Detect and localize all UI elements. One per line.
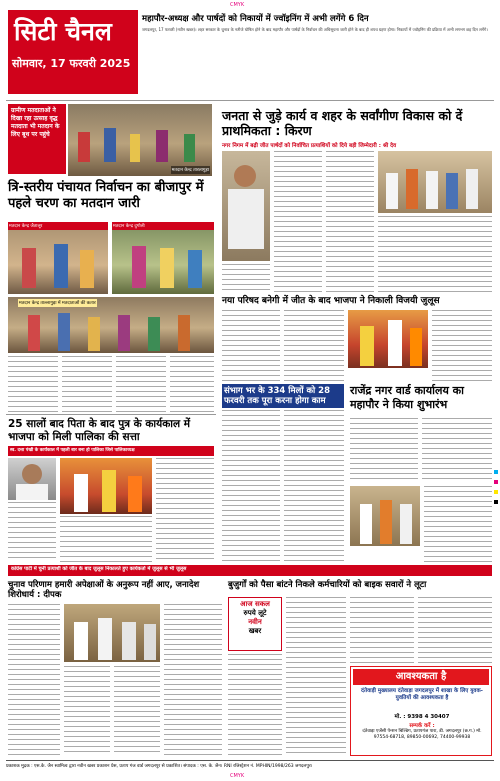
story8-headline: बुजुर्गों को पैसा बांटने निकले कर्मचारियों को बाइक सवारों ने लूटा [228, 580, 427, 590]
story3-col [432, 310, 492, 382]
story5-col [284, 410, 344, 562]
badge-line3: नवीन [248, 618, 262, 626]
story7-headline: चुनाव परिणाम हमारी अपेक्षाओं के अनुरूप नहीं आए, जनादेश शिरोधार्य : दीपक [8, 580, 200, 600]
sidebar-box-text: ग्रामीण मतदाताओं ने दिखा रहा उत्साह वृद्ध मतदाता भी मतदान के लिए बूथ पर पहुंचे [11, 107, 60, 138]
photo-caption: मतदान केन्द्र तारलागुड़ा [171, 168, 209, 173]
story4-col [60, 516, 152, 562]
story2-col [222, 264, 270, 293]
divider [6, 414, 216, 415]
story2-col [326, 151, 374, 293]
story2-subhead: नगर निगम में बढ़ी जीत पार्षदों को निर्वाचित प्रत्याशियों को दिये बड़ी जिम्मेदारी : श्री देव [222, 143, 397, 149]
badge-line2: रुपये लूटे [243, 609, 267, 617]
masthead [8, 10, 138, 94]
ad-contact: दंतेवाड़ा एजेंसी पेन्शन बिल्डिंग, प्रतापगंज पारा, डी. जगदलपुर (छ.ग.) मो. 97554-68718, 89850-00692, 74400-99938 [362, 729, 482, 740]
photo-group-meeting [378, 151, 492, 213]
story7-col [114, 666, 160, 756]
story4-col [8, 502, 56, 562]
story8-col [418, 597, 492, 663]
cmyk-mark-top: CMYK [230, 2, 245, 8]
photo-queue-wide [8, 297, 214, 353]
story2-col [378, 216, 492, 293]
story1-headline: त्रि-स्तरीय पंचायत निर्वाचन का बीजापुर में पहले चरण का मतदान जारी [8, 180, 204, 211]
story1-col [62, 356, 112, 412]
story5-col [222, 410, 280, 562]
photo-dugoli [112, 222, 214, 294]
story7-col [164, 604, 222, 756]
story4-subhead [8, 446, 214, 456]
story3-col [222, 310, 280, 382]
photo-voters-queue [68, 104, 212, 176]
photo-jaitalur [8, 222, 108, 294]
story3-col [284, 310, 344, 382]
photo-kiran-meeting [222, 151, 270, 261]
caption-bottom: मतदान केन्द्र ताल्लागुड़ा में मतदाताओं की कतार [19, 301, 96, 306]
story8-col [350, 597, 414, 663]
story8-col [228, 654, 282, 756]
story4-headline: 25 सालों बाद पिता के बाद पुत्र के कार्यकाल में भाजपा को मिली पालिका की सत्ता [8, 418, 191, 443]
ad-title: आवश्यकता है [353, 669, 489, 685]
top-body: जगदलपुर, 17 फरवरी (नवीन खबर)। शहर सरकार के चुनाव के नतीजे घोषित होने के बाद महापौर और पार्षदों के निर्वाचन की अधिसूचना जारी होने के बाद ही शपथ ग्रहण होगा। निकायों में ज्वॉइनिंग की प्रक्रिया में अभी लगभग छह दिन लगेंगे। [142, 27, 488, 32]
caption-left: मतदान केन्द्र जैतालूर [8, 222, 108, 230]
badge-line1: आज सकल [240, 600, 270, 608]
story2-col [274, 151, 322, 293]
register-mark [494, 500, 498, 504]
top-headline: महापौर-अध्यक्ष और पार्षदों को निकायों में ज्वॉइनिंग में अभी लगेंगे 6 दिन [142, 14, 369, 24]
recruitment-ad [350, 666, 492, 756]
photo-office-inauguration [350, 486, 420, 546]
photo-celebration [60, 458, 152, 514]
sidebar-box [8, 104, 66, 174]
ad-phone: मो. : 9398 4 30407 [394, 714, 450, 720]
caption-right: मतदान केन्द्र दुगोली [112, 222, 214, 230]
photo-victory-procession [348, 310, 428, 368]
ad-body: दंतेवाड़ी मुख्यालय दंतेवाड़ा जगदलपुर में शाखा के लिए युवक-युवतियों की आवश्यकता है [361, 688, 483, 701]
story1-col [116, 356, 166, 412]
strip-text: कांग्रेस पार्टी में चुनी प्रत्याशी को जीत के बाद जुलूस निकालते हुए कार्यकर्ता में जुलूस से भी जुलूस [11, 566, 187, 572]
story6-col [424, 486, 492, 562]
story3-headline: नया परिषद बनेगी में जीत के बाद भाजपा ने निकाली विजयी जुलूस [222, 296, 440, 306]
story1-col [170, 356, 214, 412]
photo-deepak-press [64, 604, 160, 662]
divider [6, 100, 494, 101]
masthead-title: सिटी चैनल [14, 17, 112, 46]
story2-headline: जनता से जुड़े कार्य व शहर के सर्वांगीण विकास को दें प्राथमिकता : किरण [222, 108, 463, 138]
story4-col [156, 458, 214, 562]
photo-portrait [8, 458, 56, 500]
story7-col [8, 604, 60, 756]
cmyk-mark-bottom: CMYK [230, 773, 245, 779]
story7-col [64, 666, 110, 756]
register-mark [494, 490, 498, 494]
badge-line4: खबर [248, 627, 262, 635]
story6-col [350, 418, 418, 482]
story8-col [286, 597, 346, 756]
robbery-badge [228, 597, 282, 651]
footer-text: प्रकाशक मुद्रक : एस.के. जैन स्वामित्व द्वारा नवीन खबर प्रकाशन प्रेस, प्रताप गंज वार्ड जगदलपुर से प्रकाशित। संपादक : एस. के. जैन। RNI रजिस्ट्रेशन नं. MPHIN/1998/263 जगदलपुर। [6, 764, 313, 769]
story6-headline: राजेंद्र नगर वार्ड कार्यालय का महापौर ने किया शुभारंभ [350, 384, 464, 411]
story6-col [422, 418, 492, 482]
masthead-date: सोमवार, 17 फरवरी 2025 [12, 57, 131, 70]
story4-subhead-text: स्व. दत्ता पंखी के कार्यकाल में पहली बार बना हो पालिका जिसे पालिकाध्यक्ष [10, 448, 135, 453]
photo-strip-caption [8, 565, 492, 576]
story1-col [8, 356, 58, 412]
ad-contact-title: सम्पर्क करें : [409, 723, 435, 729]
footer [6, 760, 494, 772]
register-mark [494, 480, 498, 484]
story5-headline: संभाग भर के 334 मिलों को 28 फरवरी तक पूरा करना होगा काम [222, 384, 344, 408]
register-mark [494, 470, 498, 474]
